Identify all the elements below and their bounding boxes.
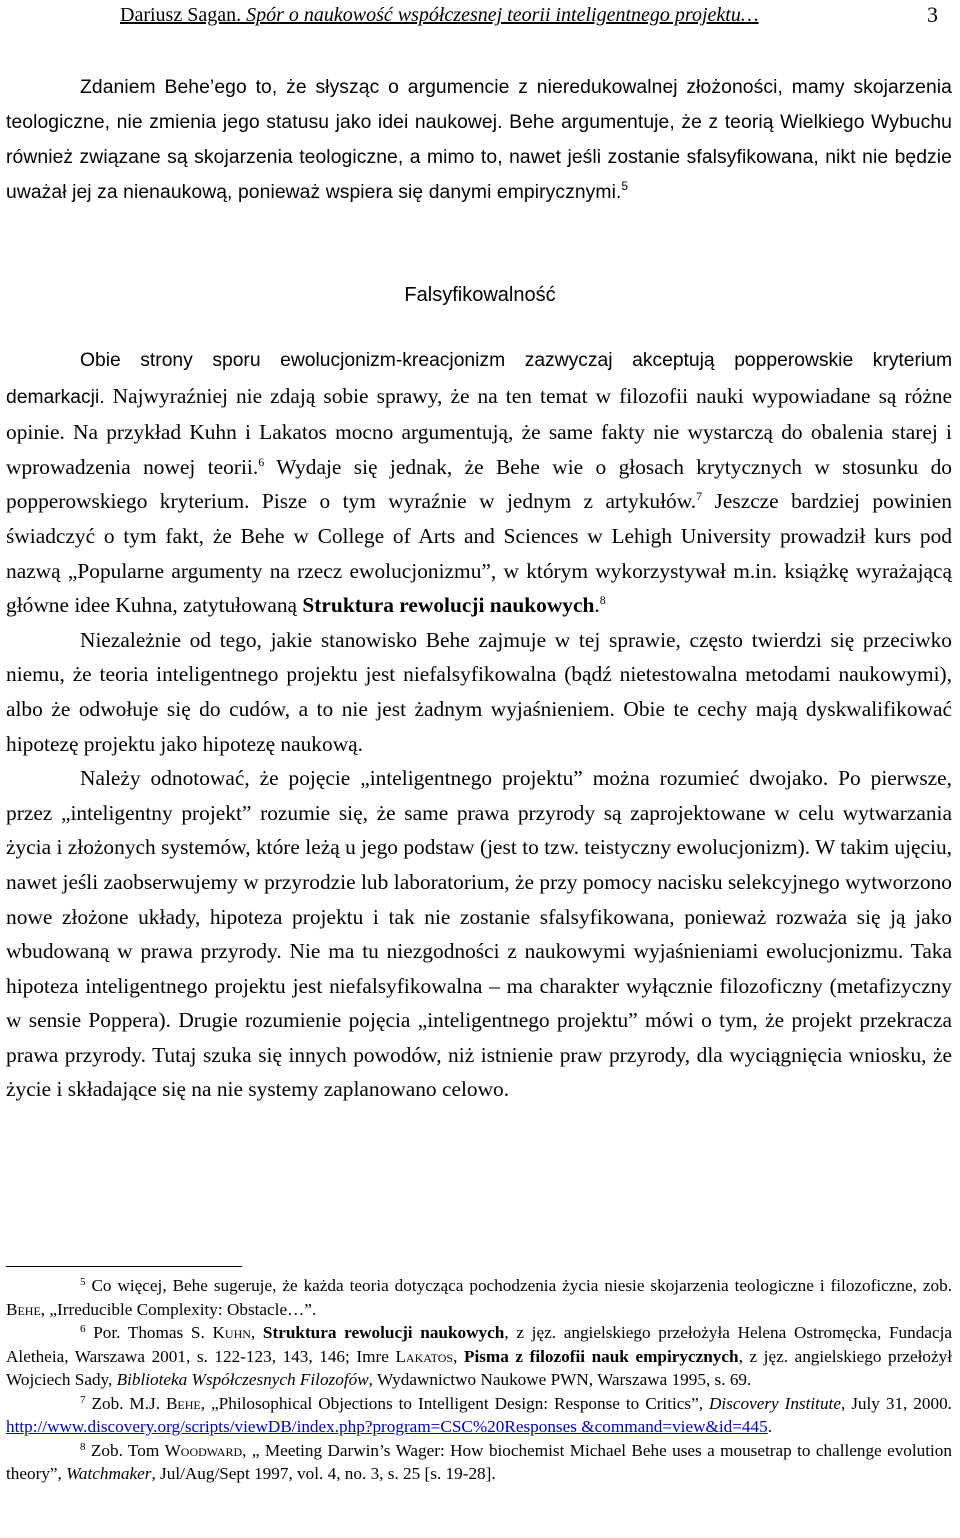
footnote-6-title-kuhn: Struktura rewolucji naukowych [262, 1323, 505, 1342]
footnote-8 [6, 1439, 952, 1486]
footnote-6-author-lakatos: Lakatos [395, 1346, 454, 1366]
intro-paragraph [6, 70, 952, 210]
intro-text: Zdaniem Behe’ego to, że słysząc o argumencie z nieredukowalnej złożoności, mamy skojarzenia teologiczne, nie zmienia jego statusu jako idei naukowej. Behe argumentuje, że z teorią Wielkiego Wybuchu również związane są skojarzenia teologiczne, a mimo to, nawet jeśli zostanie sfalsyfikowana, nikt nie będzie uważał jej za nienaukową, ponieważ wspiera się danymi empirycznymi. [6, 77, 952, 203]
footnote-7-number: 7 [80, 1393, 86, 1406]
paragraph-1-period: . [594, 593, 600, 618]
footnote-5-text-b: , „Irreducible Complexity: Obstacle…”. [40, 1299, 317, 1319]
footnote-7-url-link[interactable]: http://www.discovery.org/scripts/viewDB/index.php?program=CSC%20Responses &command=view&id=445 [6, 1417, 768, 1436]
footnote-ref-6[interactable]: 6 [258, 454, 265, 469]
footnote-7-author: Behe [165, 1393, 201, 1413]
footnote-7-text-b: , „Philosophical Objections to Intelligent Design: Response to Critics”, [200, 1393, 709, 1413]
footnote-6-number: 6 [80, 1323, 86, 1335]
footnote-5-author: Behe [6, 1299, 41, 1319]
footnote-8-text-a: Zob. Tom [85, 1440, 165, 1460]
footnote-8-text-c: , Jul/Aug/Sept 1997, vol. 4, no. 3, s. 25 [s. 19-28]. [151, 1464, 496, 1483]
footnote-6-text-b: , [250, 1323, 263, 1342]
main-body [6, 342, 952, 1107]
footnote-separator [6, 1266, 242, 1267]
footnote-ref-5[interactable]: 5 [621, 179, 629, 193]
footnote-6-author-kuhn: Kuhn [212, 1323, 251, 1342]
footnote-6-text-e: , z jęz. angielskiego przełożył Wojciech Sady, [6, 1346, 952, 1389]
paragraph-1-text-b: Wydaje się jednak, że Behe wie o głosach krytycznych w stosunku do popperowskiego kryterium. Pisze o tym wyraźnie w jednym z artykułów. [6, 454, 952, 514]
footnote-5 [6, 1274, 952, 1321]
footnote-7-text-a: Zob. M.J. [85, 1393, 166, 1413]
footnote-7-text-d: . [767, 1417, 772, 1436]
footnote-8-text-b: , „ Meeting Darwin’s Wager: How biochemist Michael Behe uses a mousetrap to challenge evolution theory”, [6, 1440, 952, 1483]
header-citation: Dariusz Sagan. Spór o naukowość współczesnej teorii inteligentnego projektu… [120, 4, 759, 26]
footnote-7-journal: Discovery Institute [708, 1393, 841, 1413]
footnotes [6, 1274, 952, 1486]
paragraph-1-sans-text: Obie strony sporu ewolucjonizm-kreacjonizm zazwyczaj akceptują popperowskie kryterium demarkacji. [6, 350, 952, 408]
footnote-6 [6, 1321, 952, 1392]
footnote-7 [6, 1392, 952, 1439]
footnote-7-text-c: , July 31, 2000. [840, 1393, 952, 1413]
footnote-6-text-a: Por. Thomas S. [85, 1323, 213, 1342]
footnote-8-magazine: Watchmaker [66, 1464, 152, 1483]
footnote-5-number: 5 [80, 1276, 86, 1288]
footnote-6-series: Biblioteka Współczesnych Filozofów [116, 1370, 369, 1389]
paragraph-1 [6, 342, 952, 623]
header-title: Spór o naukowość współczesnej teorii inteligentnego projektu… [246, 4, 759, 26]
paragraph-3: Należy odnotować, że pojęcie „inteligentnego projektu” można rozumieć dwojako. Po pierwsze, przez „inteligentny projekt” rozumie się, że same prawa przyrody są zaprojektowane w celu wytwarzania życia i złożonych systemów, które leżą u jego podstaw (jest to tzw. teistyczny ewolucjonizm). W takim ujęciu, nawet jeśli zaobserwujemy w przyrodzie lub laboratorium, że przy pomocy nacisku selekcyjnego wytworzono nowe złożone układy, hipoteza projektu i tak nie zostanie sfalsyfikowana, ponieważ rozważa się ją jako wbudowaną w prawa przyrody. Nie ma tu niezgodności z naukowymi wyjaśnieniami ewolucjonizmu. Taka hipoteza inteligentnego projektu jest niefalsyfikowalna – ma charakter wyłącznie filozoficzny (metafizyczny w sensie Poppera). Drugie rozumienie pojęcia „inteligentnego projektu” mówi o tym, że projekt przekracza prawa przyrody. Tutaj szuka się innych powodów, niż istnienie praw przyrody, dla wyciągnięcia wniosku, że życie i składające się na nie systemy zaplanowano celowo. [6, 766, 952, 1102]
running-header [6, 2, 954, 28]
footnote-6-text-d: , [453, 1346, 464, 1366]
paragraph-1-text-a: Najwyraźniej nie zdają sobie sprawy, że na ten temat w filozofii nauki wypowiadane są różne opinie. Na przykład Kuhn i Lakatos mocno argumentują, że same fakty nie wystarczą do obalenia starej i wprowadzenia nowej teorii. [6, 383, 952, 479]
paragraph-2: Niezależnie od tego, jakie stanowisko Behe zajmuje w tej sprawie, często twierdzi się przeciwko niemu, że teoria inteligentnego projektu jest niefalsyfikowalna (bądź nietestowalna metodami naukowymi), albo że odwołuje się do cudów, a to nie jest żadnym wyjaśnieniem. Obie te cechy mają dyskwalifikować hipotezę projektu jako hipotezę naukową. [6, 627, 952, 756]
footnote-6-text-c: , z jęz. angielskiego przełożyła Helena Ostromęcka, Fundacja Aletheia, Warszawa 2001, s. 122-123, 143, 146; Imre [6, 1323, 952, 1366]
footnote-6-text-f: , Wydawnictwo Naukowe PWN, Warszawa 1995, s. 69. [368, 1370, 752, 1389]
footnote-8-author: Woodward [164, 1440, 243, 1460]
page-number: 3 [927, 2, 938, 27]
footnote-5-text-a: Co więcej, Behe sugeruje, że każda teoria dotycząca pochodzenia życia niesie skojarzenia teologiczne i filozoficzne, zob. [85, 1276, 952, 1295]
footnote-ref-8[interactable]: 8 [599, 593, 606, 608]
section-heading: Falsyfikowalność [404, 284, 556, 306]
footnote-6-title-lakatos: Pisma z filozofii nauk empirycznych [463, 1346, 739, 1366]
footnote-8-number: 8 [80, 1440, 86, 1453]
paragraph-1-text-c: Jeszcze bardziej powinien świadczyć o tym fakt, że Behe w College of Arts and Sciences w Lehigh University prowadził kurs pod nazwą „Popularne argumenty na rzecz ewolucjonizmu”, w którym wykorzystywał m.in. książkę wyrażającą główne idee Kuhna, zatytułowaną [6, 489, 952, 618]
footnote-ref-7[interactable]: 7 [696, 489, 703, 504]
header-author: Dariusz Sagan [120, 4, 237, 26]
book-title: Struktura rewolucji naukowych [302, 593, 595, 618]
